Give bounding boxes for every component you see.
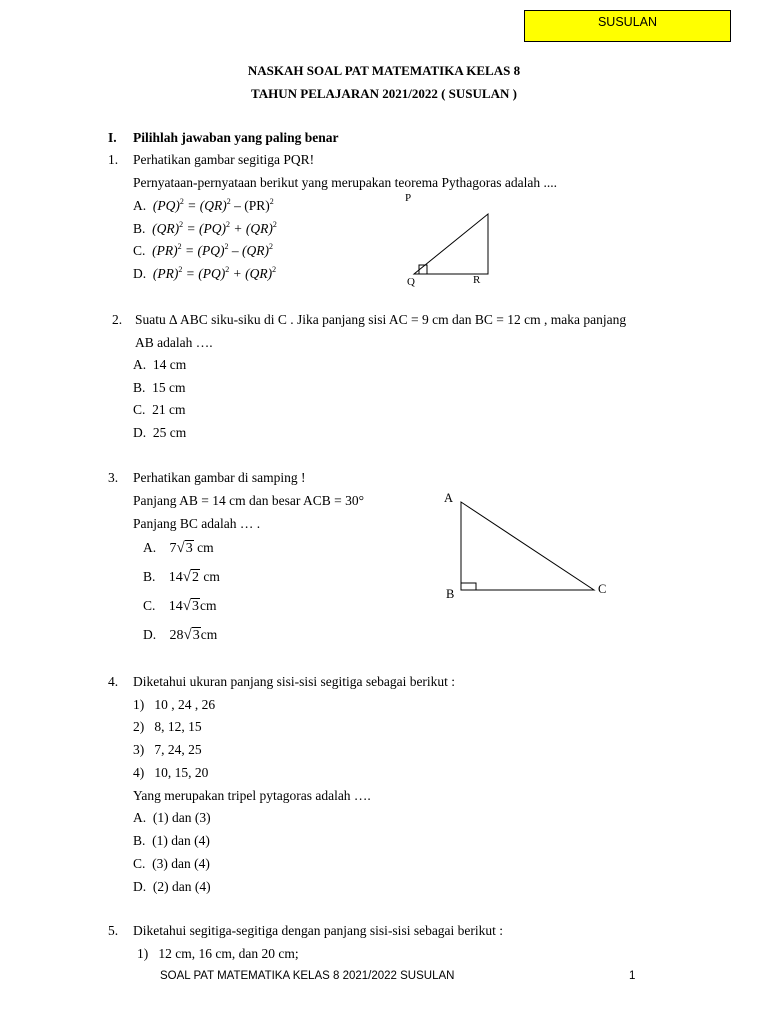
exponent: 2	[268, 242, 273, 251]
exponent: 2	[225, 265, 230, 274]
exponent: 2	[272, 220, 277, 229]
radical-coefficient: 28	[169, 628, 184, 643]
radical-coefficient: 14	[168, 570, 183, 585]
exponent: 2	[178, 265, 183, 274]
option-b[interactable]: B. 14√2 cm	[143, 569, 220, 585]
question-text: Perhatikan gambar segitiga PQR!	[133, 152, 315, 167]
exponent: 2	[272, 265, 277, 274]
footer-text: SOAL PAT MATEMATIKA KELAS 8 2021/2022 SUSULAN	[160, 970, 455, 982]
vertex-label-a: A	[444, 491, 454, 505]
option-term: + (QR)	[229, 266, 273, 281]
option-term: (QR)	[152, 221, 180, 236]
radical-coefficient: 7	[169, 541, 177, 556]
option-unit: cm	[200, 627, 218, 642]
list-item: 4) 10, 15, 20	[133, 765, 209, 780]
question-text: Yang merupakan tripel pytagoras adalah ….	[133, 788, 371, 803]
exponent: 2	[179, 220, 184, 229]
question-text: Suatu ∆ ABC siku-siku di C . Jika panjang sisi AC = 9 cm dan BC = 12 cm , maka panjang	[135, 312, 627, 327]
option-text: (1) dan (4)	[152, 833, 210, 848]
option-letter: C.	[133, 402, 146, 417]
vertex-label-c: C	[598, 582, 607, 596]
option-letter: A.	[133, 198, 147, 213]
option-letter: B.	[133, 380, 146, 395]
option-text: 25 cm	[152, 425, 187, 440]
question-text: AB adalah ….	[135, 335, 213, 350]
radicand: 3	[185, 541, 193, 556]
question-text: Pernyataan-pernyataan berikut yang merupakan teorema Pythagoras adalah ....	[133, 175, 557, 190]
option-letter: A.	[133, 810, 147, 825]
vertex-label-b: B	[446, 587, 455, 601]
exponent: 2	[224, 242, 229, 251]
list-item: 3) 7, 24, 25	[133, 742, 202, 757]
question-text: Diketahui ukuran panjang sisi-sisi segitiga sebagai berikut :	[133, 674, 456, 689]
option-term: = (PQ)	[181, 243, 225, 258]
radicand: 3	[192, 628, 200, 643]
question-text: Diketahui segitiga-segitiga dengan panjang sisi-sisi sebagai berikut :	[133, 923, 504, 938]
vertex-label-q: Q	[407, 276, 415, 288]
option-letter: D.	[133, 266, 147, 281]
option-letter: A.	[143, 540, 157, 555]
option-text: (2) dan (4)	[152, 879, 211, 894]
question-number: 3.	[108, 470, 119, 485]
question-number: 4.	[108, 674, 119, 689]
radical-coefficient: 14	[168, 599, 183, 614]
option-letter: D.	[133, 879, 147, 894]
exponent: 2	[177, 242, 182, 251]
option-c[interactable]: C. 14√3cm	[143, 598, 217, 614]
option-letter: B.	[133, 833, 146, 848]
question-text: Panjang AB = 14 cm dan besar ACB = 30°	[133, 493, 364, 508]
question-number: 2.	[112, 312, 123, 327]
option-term: + (QR)	[230, 221, 273, 236]
question-number: 5.	[108, 923, 119, 938]
vertex-label-p: P	[405, 192, 412, 204]
vertex-label-r: R	[473, 274, 481, 286]
page-number: 1	[629, 970, 636, 982]
list-item: 1) 10 , 24 , 26	[133, 697, 216, 712]
section-title: Pilihlah jawaban yang paling benar	[133, 130, 339, 145]
option-term: – (PR)	[230, 198, 270, 213]
option-term: = (PQ)	[183, 221, 226, 236]
list-item: 2) 8, 12, 15	[133, 719, 202, 734]
option-text: 21 cm	[152, 402, 186, 417]
option-letter: B.	[133, 221, 146, 236]
question-text: Perhatikan gambar di samping !	[133, 470, 306, 485]
option-text: 15 cm	[152, 380, 186, 395]
option-term: (PQ)	[152, 198, 180, 213]
option-term: (PR)	[152, 243, 178, 258]
question-number: 1.	[108, 152, 119, 167]
option-letter: C.	[143, 598, 156, 613]
triangle-abc	[461, 502, 594, 590]
option-text: 14 cm	[152, 357, 187, 372]
susulan-badge: SUSULAN	[524, 10, 731, 42]
exponent: 2	[226, 220, 230, 229]
option-term: = (QR)	[183, 198, 227, 213]
option-text: (3) dan (4)	[152, 856, 210, 871]
radicand: 3	[192, 599, 199, 614]
radicand: 2	[192, 570, 199, 585]
option-text: (1) dan (3)	[152, 810, 211, 825]
option-letter: C.	[133, 243, 146, 258]
exponent: 2	[226, 197, 231, 206]
option-unit: cm	[193, 540, 214, 555]
option-term: = (PQ)	[182, 266, 226, 281]
option-term: (PR)	[152, 266, 179, 281]
document-title: NASKAH SOAL PAT MATEMATIKA KELAS 8	[247, 63, 521, 78]
section-number: I.	[108, 130, 117, 145]
option-letter: B.	[143, 569, 156, 584]
option-unit: cm	[200, 569, 220, 584]
option-unit: cm	[200, 598, 217, 613]
option-a[interactable]: A. 7√3 cm	[143, 540, 214, 556]
option-letter: D.	[133, 425, 147, 440]
exponent: 2	[179, 197, 184, 206]
document-subtitle: TAHUN PELAJARAN 2021/2022 ( SUSULAN )	[251, 86, 517, 101]
option-d[interactable]: D. 28√3cm	[143, 627, 218, 643]
exponent: 2	[269, 197, 274, 206]
option-letter: D.	[143, 627, 157, 642]
triangle-pqr	[414, 214, 488, 274]
list-item: 1) 12 cm, 16 cm, dan 20 cm;	[137, 946, 299, 961]
option-letter: C.	[133, 856, 146, 871]
question-text: Panjang BC adalah … .	[133, 516, 261, 531]
option-term: – (QR)	[228, 243, 269, 258]
option-letter: A.	[133, 357, 147, 372]
